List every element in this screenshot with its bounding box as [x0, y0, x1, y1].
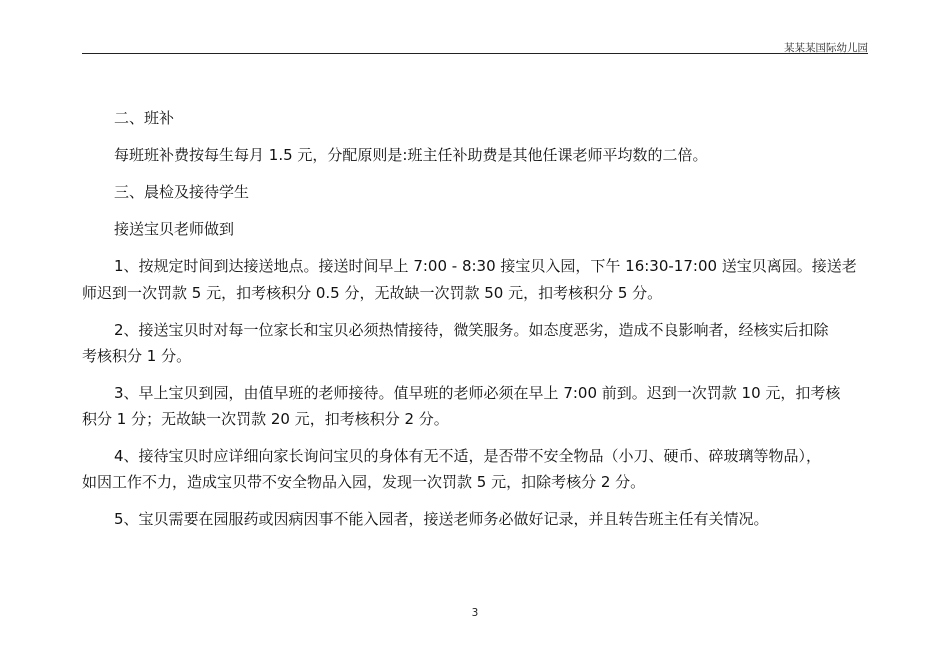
item3-line2: 积分 1 分；无故缺一次罚款 20 元，扣考核积分 2 分。 — [82, 410, 449, 428]
header-rule — [82, 53, 868, 54]
item1-line1: 1、按规定时间到达接送地点。接送时间早上 7:00 - 8:30 接宝贝入园，下午 16:30-17:00 送宝贝离园。接送老 — [114, 257, 857, 275]
page-number: 3 — [471, 607, 479, 619]
item3-line1: 3、早上宝贝到园，由值早班的老师接待。值早班的老师必须在早上 7:00 前到。迟到一次罚款 10 元，扣考核 — [114, 384, 841, 402]
item2-line1: 2、接送宝贝时对每一位家长和宝贝必须热情接待，微笑服务。如态度恶劣，造成不良影响者，经核实后扣除 — [114, 321, 829, 339]
section3-heading: 三、晨检及接待学生 — [114, 183, 250, 201]
item5-line1: 5、宝贝需要在园服药或因病因事不能入园者，接送老师务必做好记录，并且转告班主任有关情况。 — [114, 510, 769, 528]
item1-line2: 师迟到一次罚款 5 元，扣考核积分 0.5 分，无故缺一次罚款 50 元，扣考核积分 5 分。 — [82, 284, 663, 302]
item4-line2: 如因工作不力，造成宝贝带不安全物品入园，发现一次罚款 5 元，扣除考核分 2 分。 — [82, 473, 646, 491]
header-org-name: 某某某国际幼儿园 — [784, 42, 868, 54]
section3-subheading: 接送宝贝老师做到 — [114, 220, 235, 238]
section2-text: 每班班补费按每生每月 1.5 元，分配原则是:班主任补助费是其他任课老师平均数的二倍。 — [114, 146, 708, 164]
item2-line2: 考核积分 1 分。 — [82, 347, 192, 365]
item4-line1: 4、接待宝贝时应详细向家长询问宝贝的身体有无不适，是否带不安全物品（小刀、硬币、碎玻璃等物品）， — [114, 447, 822, 465]
section2-heading: 二、班补 — [114, 109, 175, 127]
